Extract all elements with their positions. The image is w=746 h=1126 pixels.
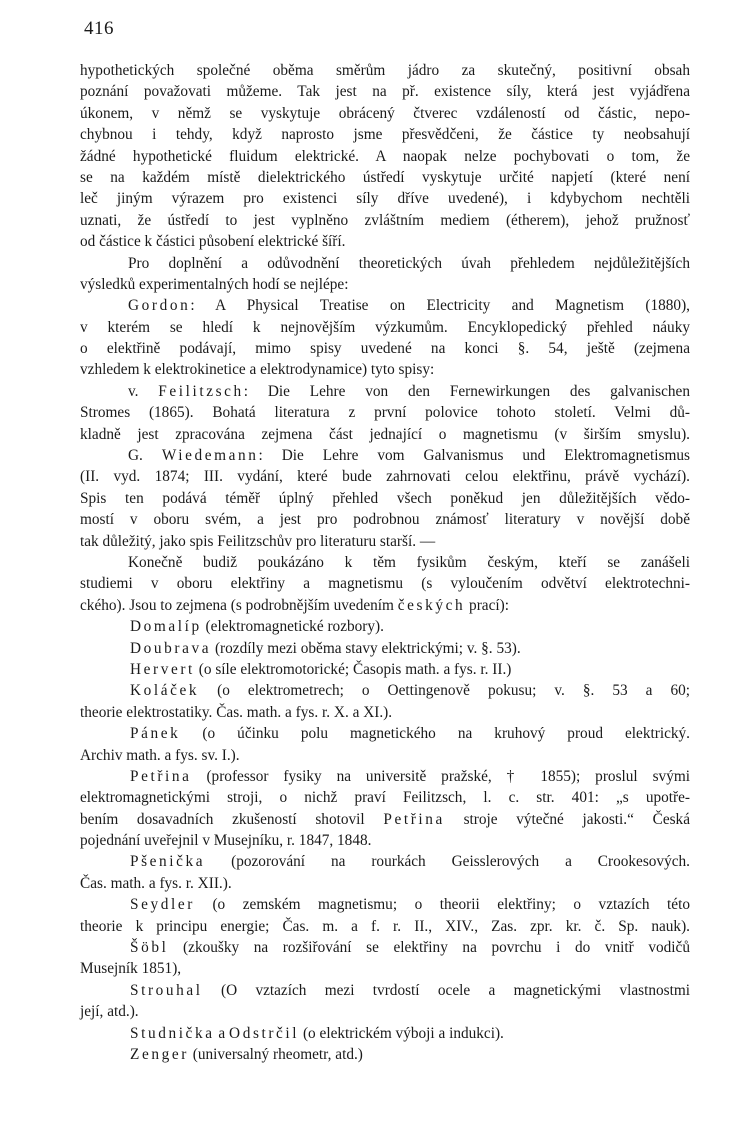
text-run: mostí v oboru svém, a jest pro podrobnou známosť literatury v novější době <box>80 511 690 529</box>
text-line <box>80 531 690 552</box>
text-run: Stromes (1865). Bohatá literatura z první polovice tohoto století. Velmi dů- <box>80 404 690 422</box>
spaced-name: Petřina <box>130 767 192 785</box>
spaced-name: Gordon <box>128 297 191 315</box>
text-run: o elektřině podávají, mimo spisy uvedené na konci §. 54, ještě (zejmena <box>80 340 690 358</box>
text-run: a <box>214 1024 230 1042</box>
text-run: od částice k částici působení elektrické šíří. <box>80 233 346 251</box>
spaced-name: Seydler <box>130 896 195 914</box>
spaced-name: Studnička <box>130 1024 215 1042</box>
text-line <box>80 210 690 231</box>
text-line <box>80 1044 690 1065</box>
text-run: poznání považovati můžeme. Tak jest na př. existence síly, která jest vyjádřena <box>80 83 690 101</box>
spaced-name: Domalíp <box>130 618 202 636</box>
spaced-name: Strouhal <box>130 981 203 999</box>
text-run: elektromagnetickými stroji, o nichž praví Feilitzsch, l. c. str. 401: „s upotře- <box>80 789 690 807</box>
text-run: prací): <box>465 596 509 614</box>
spaced-name: Wiedemann <box>161 447 259 465</box>
text-run: (rozdíly mezi oběma stavy elektrickými; v. §. 53). <box>211 639 521 657</box>
text-run: (o elektrometrech; o Oettingenově pokusu; v. §. 53 a 60; <box>199 682 690 700</box>
spaced-name: Šöbl <box>130 939 169 957</box>
text-line <box>80 466 690 487</box>
text-run: kladně jest zpracována zejmena část jednající o magnetismu (v širším smyslu). <box>80 425 690 443</box>
text-run: se na každém místě dielektrického ústředí vyskytuje určité napjetí (které není <box>80 168 690 186</box>
text-line <box>80 359 690 380</box>
text-run: v kterém se hledí k nejnovějším výzkumům. Encyklopedický přehled náuky <box>80 318 690 336</box>
text-run: vzhledem k elektrokinetice a elektrodynamice) tyto spisy: <box>80 361 435 379</box>
text-run: tak důležitý, jako spis Feilitzschův pro literaturu starší. — <box>80 532 436 550</box>
text-run: Archiv math. a fys. sv. I.). <box>80 746 240 764</box>
text-run: výsledků experimentalných hodí se nejlépe: <box>80 275 349 293</box>
text-run: : A Physical Treatise on Electricity and Magnetism (1880), <box>190 297 690 315</box>
text-line <box>80 1001 690 1022</box>
text-line <box>80 445 690 466</box>
text-line <box>80 124 690 145</box>
text-line <box>80 638 690 659</box>
spaced-name: Feilitzsch <box>158 382 244 400</box>
text-line <box>80 146 690 167</box>
text-line <box>80 873 690 894</box>
spaced-name: českých <box>397 596 466 614</box>
text-line <box>80 167 690 188</box>
text-line <box>80 573 690 594</box>
text-line <box>80 402 690 423</box>
text-run: žádné hypothetické fluidum elektrické. A naopak nelze pochybovati o tom, že <box>80 147 690 165</box>
text-line <box>80 60 690 81</box>
text-run: G. <box>128 447 162 465</box>
text-run: její, atd.). <box>80 1003 139 1021</box>
text-line <box>80 81 690 102</box>
text-line <box>80 231 690 252</box>
text-run: (professor fysiky na universitě pražské, † 1855); proslul svými <box>191 767 690 785</box>
text-run: v. <box>128 382 159 400</box>
text-line <box>80 745 690 766</box>
text-run: (o zemském magnetismu; o theorii elektřiny; o vztazích této <box>194 896 690 914</box>
text-run: Čas. math. a fys. r. XII.). <box>80 874 232 892</box>
text-line <box>80 830 690 851</box>
text-line <box>80 488 690 509</box>
text-line <box>80 1023 690 1044</box>
text-line <box>80 103 690 124</box>
text-line <box>80 980 690 1001</box>
text-line <box>80 552 690 573</box>
text-run: hypothetických společné oběma směrům jádro za skutečný, positivní obsah <box>80 62 690 79</box>
text-run: (pozorování na rourkách Geisslerových a Crookesových. <box>205 853 690 871</box>
text-line <box>80 509 690 530</box>
text-run: (O vztazích mezi tvrdostí ocele a magnetickými vlastnostmi <box>202 981 690 999</box>
text-line <box>80 958 690 979</box>
spaced-name: Doubrava <box>130 639 212 657</box>
body-text <box>80 60 690 1065</box>
spaced-name: Koláček <box>130 682 200 700</box>
text-line <box>80 338 690 359</box>
spaced-name: Hervert <box>130 660 195 678</box>
text-run: : Die Lehre vom Galvanismus und Elektromagnetismus <box>258 447 690 465</box>
text-run: pojednání uveřejnil v Musejníku, r. 1847, 1848. <box>80 832 372 850</box>
spaced-name: Odstrčil <box>229 1024 300 1042</box>
text-line <box>80 787 690 808</box>
text-run: leč jiným výrazem pro existenci síly dříve uvedené), i kdybychom nechtěli <box>80 190 690 208</box>
text-line <box>80 188 690 209</box>
text-run: uznati, že ústředí to jest vyplněno zvláštním mediem (étherem), jehož pružnosť <box>80 211 690 229</box>
text-run: stroje výtečné jakosti.“ Česká <box>444 810 690 828</box>
text-run: theorie k principu energie; Čas. m. a f. r. II., XIV., Zas. zpr. kr. č. Sp. nauk). <box>80 917 690 935</box>
text-line <box>80 295 690 316</box>
spaced-name: Zenger <box>130 1045 189 1063</box>
spaced-name: Pánek <box>130 725 181 743</box>
text-run: bením dosavadních zkušeností shotovil <box>80 810 384 828</box>
text-run: (o účinku polu magnetického na kruhový proud elektrický. <box>180 725 690 743</box>
text-run: studiemi v oboru elektřiny a magnetismu (s vyloučením odvětví elektrotechni- <box>80 575 690 593</box>
text-run: Pro doplnění a odůvodnění theoretických úvah přehledem nejdůležitějších <box>128 254 690 272</box>
text-run: (elektromagnetické rozbory). <box>201 618 384 636</box>
text-line <box>80 424 690 445</box>
text-line <box>80 809 690 830</box>
text-line <box>80 916 690 937</box>
text-line <box>80 595 690 616</box>
text-line <box>80 616 690 637</box>
text-run: (universalný rheometr, atd.) <box>188 1045 363 1063</box>
text-line <box>80 274 690 295</box>
text-line <box>80 680 690 701</box>
text-run: Musejník 1851), <box>80 960 182 978</box>
text-run: ckého). Jsou to zejmena (s podrobnějším uvedením <box>80 596 398 614</box>
text-run: Konečně budiž poukázáno k těm fysikům českým, kteří se zanášeli <box>128 553 690 571</box>
text-run: (zkoušky na rozšiřování se elektřiny na povrchu i do vnitř vodičů <box>168 939 690 957</box>
text-line <box>80 381 690 402</box>
text-line <box>80 702 690 723</box>
spaced-name: Pšenička <box>130 853 206 871</box>
text-run: (o síle elektromotorické; Časopis math. a fys. r. II.) <box>194 660 512 678</box>
text-run: chybnou i tehdy, když naprosto jsme přesvědčeni, že částice ty neobsahují <box>80 126 690 144</box>
text-line <box>80 317 690 338</box>
text-run: theorie elektrostatiky. Čas. math. a fys. r. X. a XI.). <box>80 703 393 721</box>
text-line <box>80 253 690 274</box>
text-run: : Die Lehre von den Fernewirkungen des galvanischen <box>243 382 690 400</box>
text-line <box>80 723 690 744</box>
text-run: (o elektrickém výboji a indukci). <box>299 1024 504 1042</box>
text-line <box>80 659 690 680</box>
text-line <box>80 894 690 915</box>
spaced-name: Petřina <box>383 810 445 828</box>
page-number: 416 <box>84 18 114 39</box>
text-line <box>80 851 690 872</box>
text-run: (II. vyd. 1874; III. vydání, které bude zahrnovati celou elektřinu, právě vychází). <box>80 468 690 486</box>
text-line <box>80 937 690 958</box>
text-run: úkonem, v němž se vyskytuje obrácený čtverec vzdáleností od částic, nepo- <box>80 104 690 122</box>
text-line <box>80 766 690 787</box>
text-run: Spis ten podává téměř úplný přehled všech poněkud jen důležitějších vědo- <box>80 489 690 507</box>
